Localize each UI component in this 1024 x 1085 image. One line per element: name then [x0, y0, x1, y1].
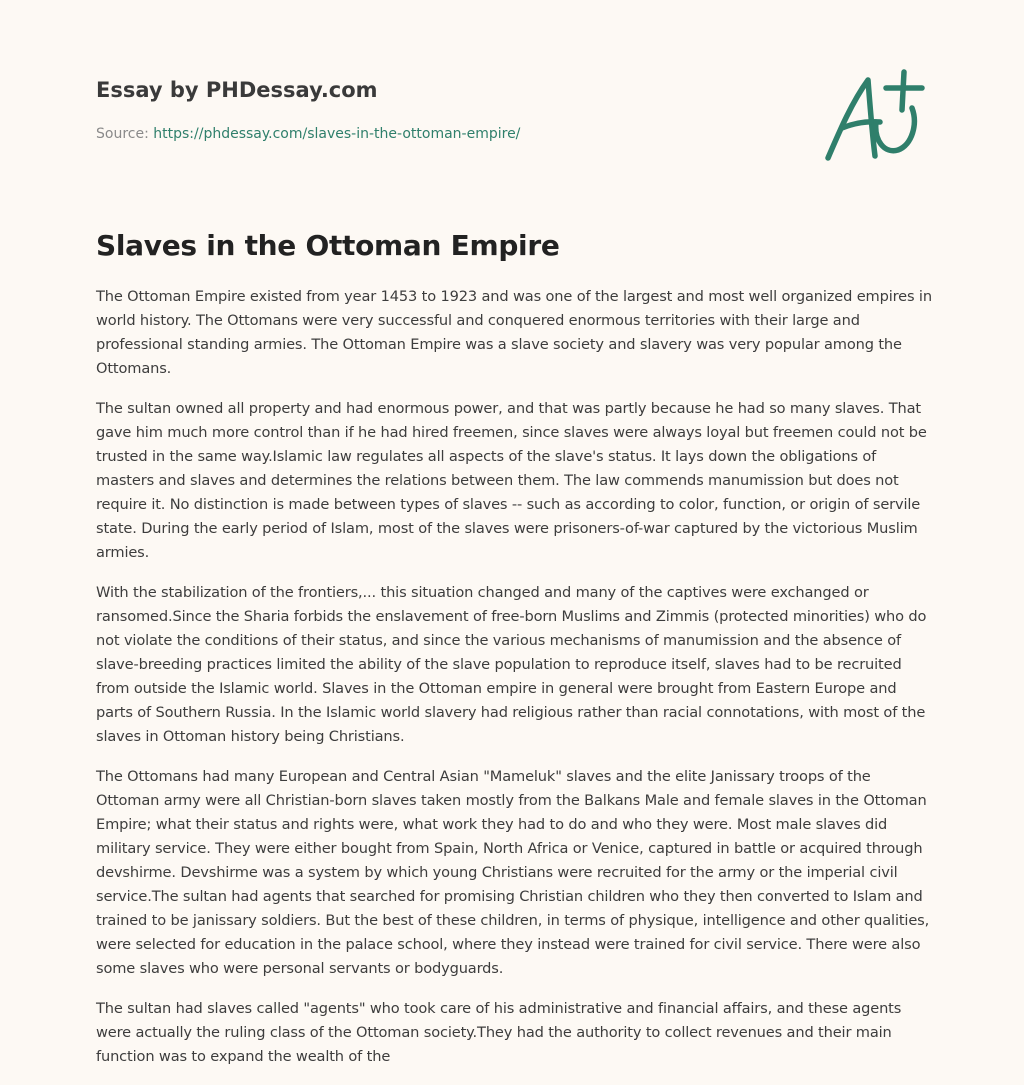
paragraph: The Ottoman Empire existed from year 1453 to 1923 and was one of the largest and most well organized empires in world history. The Ottomans were very successful and conquered enormous territories with their large and professional standing armies. The Ottoman Empire was a slave society and slavery was very popular among the Ottomans. — [96, 288, 932, 377]
page-header — [96, 76, 796, 144]
paragraph: The sultan had slaves called "agents" who took care of his administrative and financial affairs, and these agents were actually the ruling class of the Ottoman society.They had the authority to collect revenues and their main function was to expand the wealth of the — [96, 1000, 902, 1065]
a-plus-icon — [818, 66, 930, 166]
paragraph: With the stabilization of the frontiers,... this situation changed and many of the captives were exchanged or ransomed.Since the Sharia forbids the enslavement of free-born Muslims and Zimmis (protected minorities) who do not violate the conditions of their status, and since the various mechanisms of manumission and the absence of slave-breeding practices limited the ability of the slave population to reproduce itself, slaves had to be recruited from outside the Islamic world. Slaves in the Ottoman empire in general were brought from Eastern Europe and parts of Southern Russia. In the Islamic world slavery had religious rather than racial connotations, with most of the slaves in Ottoman history being Christians. — [96, 584, 927, 745]
source-label: Source: — [96, 126, 149, 142]
source-link[interactable]: https://phdessay.com/slaves-in-the-ottoman-empire/ — [153, 126, 521, 142]
essay-body — [96, 285, 932, 1085]
essay-title: Slaves in the Ottoman Empire — [96, 229, 560, 262]
site-brand: Essay by PHDessay.com — [96, 78, 378, 102]
source-line — [96, 124, 796, 144]
paragraph: The sultan owned all property and had enormous power, and that was partly because he had so many slaves. That gave him much more control than if he had hired freemen, since slaves were always loyal but freemen could not be trusted in the same way.Islamic law regulates all aspects of the slave's status. It lays down the obligations of masters and slaves and determines the relations between them. The law commends manumission but does not require it. No distinction is made between types of slaves -- such as according to color, function, or origin of servile state. During the early period of Islam, most of the slaves were prisoners-of-war captured by the victorious Muslim armies. — [96, 400, 927, 561]
paragraph: The Ottomans had many European and Central Asian "Mameluk" slaves and the elite Janissary troops of the Ottoman army were all Christian-born slaves taken mostly from the Balkans Male and female slaves in the Ottoman Empire; what their status and rights were, what work they had to do and who they were. Most male slaves did military service. They were either bought from Spain, North Africa or Venice, captured in battle or acquired through devshirme. Devshirme was a system by which young Christians were recruited for the army or the imperial civil service.The sultan had agents that searched for promising Christian children who they then converted to Islam and trained to be janissary soldiers. But the best of these children, in terms of physique, intelligence and other qualities, were selected for education in the palace school, where they instead were trained for civil service. There were also some slaves who were personal servants or bodyguards. — [96, 768, 930, 977]
